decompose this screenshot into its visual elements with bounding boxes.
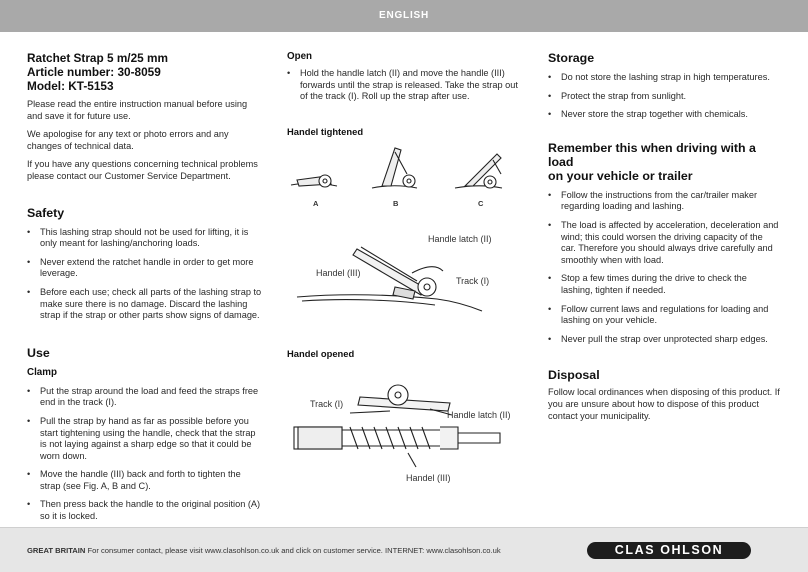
list-item: • Before each use; check all parts of the lashing strap to make sure there is no damage. Discard the lashing strap if the strap or other parts show signs of damage. [27, 286, 262, 321]
remember-heading: Remember this when driving with a load on your vehicle or trailer [548, 140, 756, 183]
ratchet-opened-figure [290, 375, 520, 480]
remember-list [548, 190, 780, 346]
storage-heading: Storage [548, 51, 595, 65]
footer-country: GREAT BRITAIN [27, 546, 86, 555]
intro-paragraph: If you have any questions concerning technical problems please contact our Customer Service Department. [27, 159, 258, 181]
clamp-list [27, 386, 263, 523]
article-number: Article number: 30-8059 [27, 65, 161, 79]
position-b-label: B [393, 199, 399, 208]
column-right [548, 51, 780, 422]
language-label: ENGLISH [378, 10, 430, 21]
open-list [287, 68, 519, 103]
model-number: Model: KT-5153 [27, 79, 114, 93]
tightened-heading: Handel tightened [287, 126, 364, 137]
track-label: Track (I) [456, 276, 490, 286]
storage-list [548, 72, 780, 121]
position-c-label: C [478, 199, 484, 208]
position-a-label: A [313, 199, 319, 208]
footer-contact [27, 546, 501, 555]
list-item: • Then press back the handle to the original position (A) so it is locked. [27, 499, 261, 522]
list-item: • Move the handle (III) back and forth to tighten the strap (see Fig. A, B and C). [27, 469, 241, 491]
list-item: • Never pull the strap over unprotected sharp edges. [548, 333, 768, 344]
use-heading: Use [27, 345, 50, 360]
list-item: • Follow current laws and regulations for loading and lashing on your vehicle. [548, 303, 769, 326]
clas-ohlson-logo: CLAS OHLSON [587, 542, 751, 559]
list-item: • Protect the strap from sunlight. [548, 90, 687, 101]
safety-list [27, 227, 263, 322]
handle-latch-label: Handle latch (II) [428, 234, 492, 244]
intro-paragraph: We apologise for any text or photo errors and any changes of technical data. [27, 129, 229, 151]
handle-label: Handel (III) [316, 268, 361, 278]
handle-latch-label: Handle latch (II) [447, 410, 511, 420]
track-label: Track (I) [310, 399, 344, 409]
opened-heading: Handel opened [287, 348, 355, 359]
list-item: • This lashing strap should not be used for lifting, it is only meant for lashing/anchoring loads. [27, 226, 249, 249]
list-item: • Never extend the ratchet handle in order to get more leverage. [27, 256, 254, 279]
list-item: • Pull the strap by hand as far as possible before you start tightening using the handle, check that the strap is not laying against a sharp edge so that it could be worn down. [27, 415, 256, 461]
language-header-bar [0, 0, 808, 32]
footer-contact-text: For consumer contact, please visit www.clasohlson.co.uk and click on customer service. INTERNET: www.clasohlson.co.uk [87, 546, 501, 555]
list-item: • Never store the strap together with chemicals. [548, 109, 748, 120]
column-left [27, 51, 263, 523]
list-item: • Do not store the lashing strap in high temperatures. [548, 72, 770, 82]
safety-heading: Safety [27, 205, 65, 220]
clamp-heading: Clamp [27, 366, 57, 378]
ratchet-positions-figure [287, 140, 517, 200]
list-item: • Follow the instructions from the car/trailer maker regarding loading and lashing. [548, 189, 758, 212]
list-item: • Put the strap around the load and feed the straps free end in the track (I). [27, 385, 259, 408]
open-heading: Open [287, 51, 313, 62]
product-name: Ratchet Strap 5 m/25 mm [27, 51, 168, 65]
list-item: • The load is affected by acceleration, deceleration and wind; this could worsen the driving capacity of the car. Therefore you should always drive carefully and smoothly when with load. [548, 219, 779, 265]
list-item: • Stop a few times during the drive to check the lashing, tighten if needed. [548, 273, 747, 295]
product-title [27, 51, 263, 93]
handle-label: Handel (III) [406, 473, 451, 483]
footer [0, 527, 808, 572]
list-item: • Hold the handle latch (II) and move the handle (III) forwards until the strap is released. Take the strap out of the track (I). Roll up the strap after use. [287, 68, 518, 102]
disposal-text: Follow local ordinances when disposing of this product. If you are unsure about how to dispose of this product contact your municipality. [548, 387, 780, 421]
intro-paragraph: Please read the entire instruction manual before using and save it for future use. [27, 99, 248, 121]
disposal-heading: Disposal [548, 368, 600, 383]
